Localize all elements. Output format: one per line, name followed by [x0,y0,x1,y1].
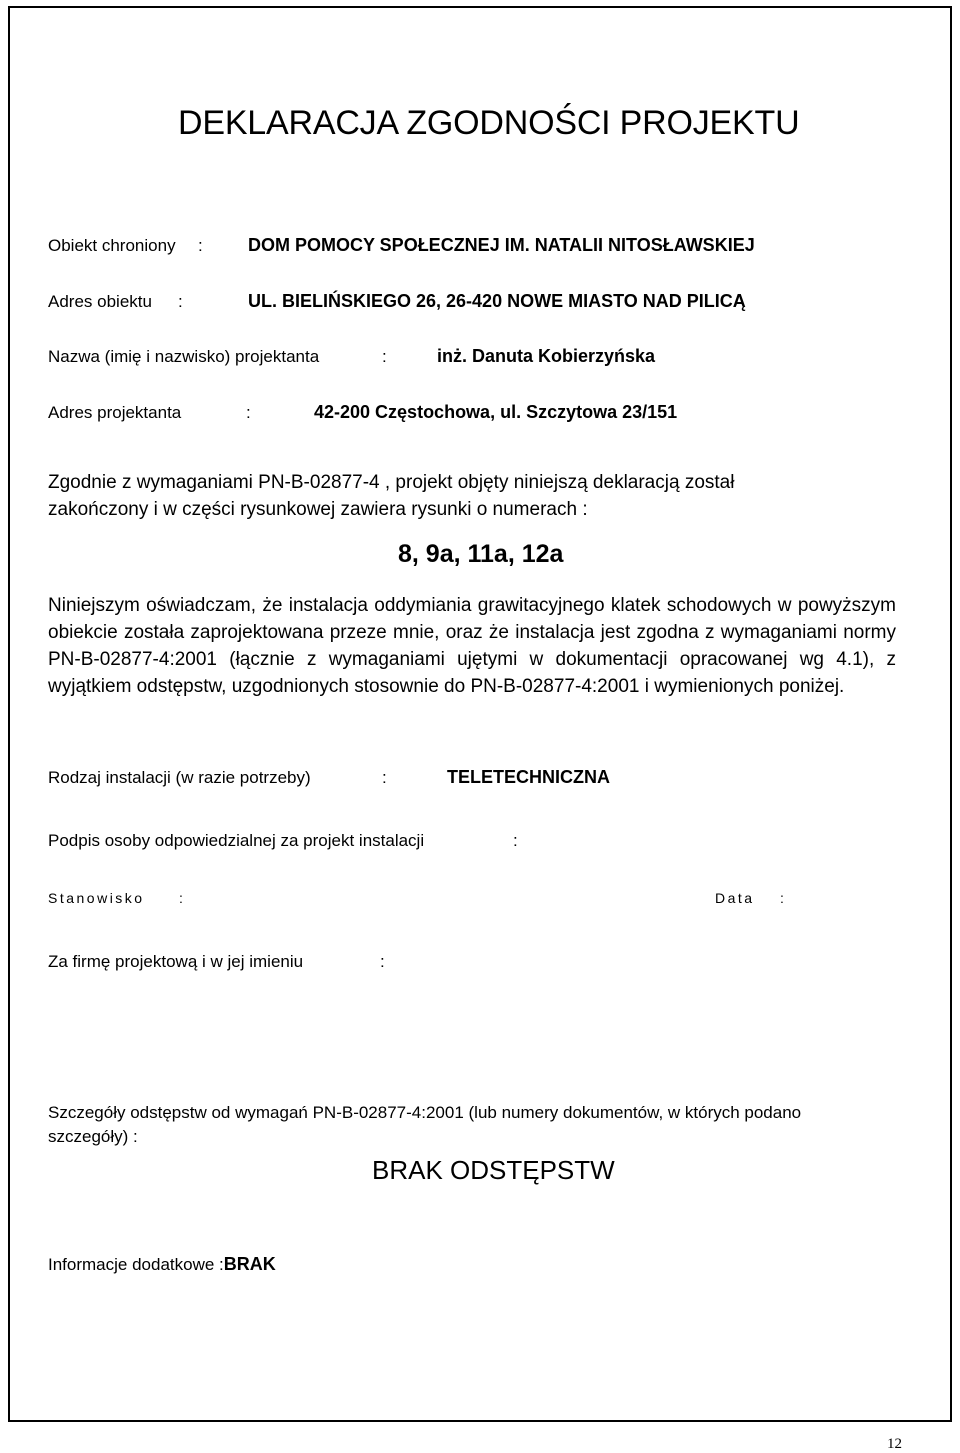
adres-obiektu-label: Adres obiektu [48,292,152,311]
podpis-colon: : [513,831,518,850]
projektant-value: inż. Danuta Kobierzyńska [437,346,656,366]
firma-colon: : [380,952,385,971]
page-number: 12 [887,1436,902,1452]
rodzaj-label: Rodzaj instalacji (w razie potrzeby) [48,768,311,787]
paragraph-2: Niniejszym oświadczam, że instalacja oddymiania grawitacyjnego klatek schodowych w powyższym obiekcie została zaprojektowana przeze mnie, oraz że instalacja jest zgodna z wymaganiami normy PN-B-02877-4:2001 (łącznie z wymaganiami ujętymi w dokumentacji opracowanej wg 4.1), z wyjątkiem odstępstw, uzgodnionych stosownie do PN-B-02877-4:2001 i wymienionych poniżej. [48,595,896,697]
szczegoly-line-1: Szczegóły odstępstw od wymagań PN-B-02877-4:2001 (lub numery dokumentów, w których podano [48,1103,802,1122]
data-colon: : [780,890,787,906]
adres-projektanta-label: Adres projektanta [48,403,182,422]
page-border [8,6,952,1422]
adres-obiektu-value: UL. BIELIŃSKIEGO 26, 26-420 NOWE MIASTO NAD PILICĄ [248,291,746,311]
drawing-numbers: 8, 9a, 11a, 12a [398,540,564,568]
szczegoly-value: BRAK ODSTĘPSTW [372,1155,615,1185]
projektant-colon: : [382,347,387,366]
informacje-value: BRAK [223,1254,276,1274]
informacje-row [48,1254,276,1275]
obiekt-value: DOM POMOCY SPOŁECZNEJ IM. NATALII NITOSŁAWSKIEJ [248,235,755,255]
data-label: Data [715,890,755,906]
obiekt-label: Obiekt chroniony [48,236,176,255]
adres-projektanta-value: 42-200 Częstochowa, ul. Szczytowa 23/151 [314,402,678,422]
paragraph-1-line-2: zakończony i w części rysunkowej zawiera rysunki o numerach : [48,499,588,520]
stanowisko-label: Stanowisko [48,890,145,906]
adres-projektanta-colon: : [246,403,251,422]
rodzaj-colon: : [382,768,387,787]
firma-label: Za firmę projektową i w jej imieniu [48,952,304,971]
obiekt-colon: : [198,236,203,255]
szczegoly-line-2: szczegóły) : [48,1127,138,1146]
adres-obiektu-colon: : [178,292,183,311]
paragraph-1 [48,469,734,523]
stanowisko-colon: : [179,890,186,906]
paragraph-1-line-1: Zgodnie z wymaganiami PN-B-02877-4 , projekt objęty niniejszą deklaracją został [48,472,735,493]
informacje-label: Informacje dodatkowe : [48,1255,224,1274]
rodzaj-value: TELETECHNICZNA [447,767,610,787]
projektant-label: Nazwa (imię i nazwisko) projektanta [48,347,320,366]
podpis-label: Podpis osoby odpowiedzialnej za projekt instalacji [48,831,425,850]
page-title: DEKLARACJA ZGODNOŚCI PROJEKTU [178,104,800,142]
